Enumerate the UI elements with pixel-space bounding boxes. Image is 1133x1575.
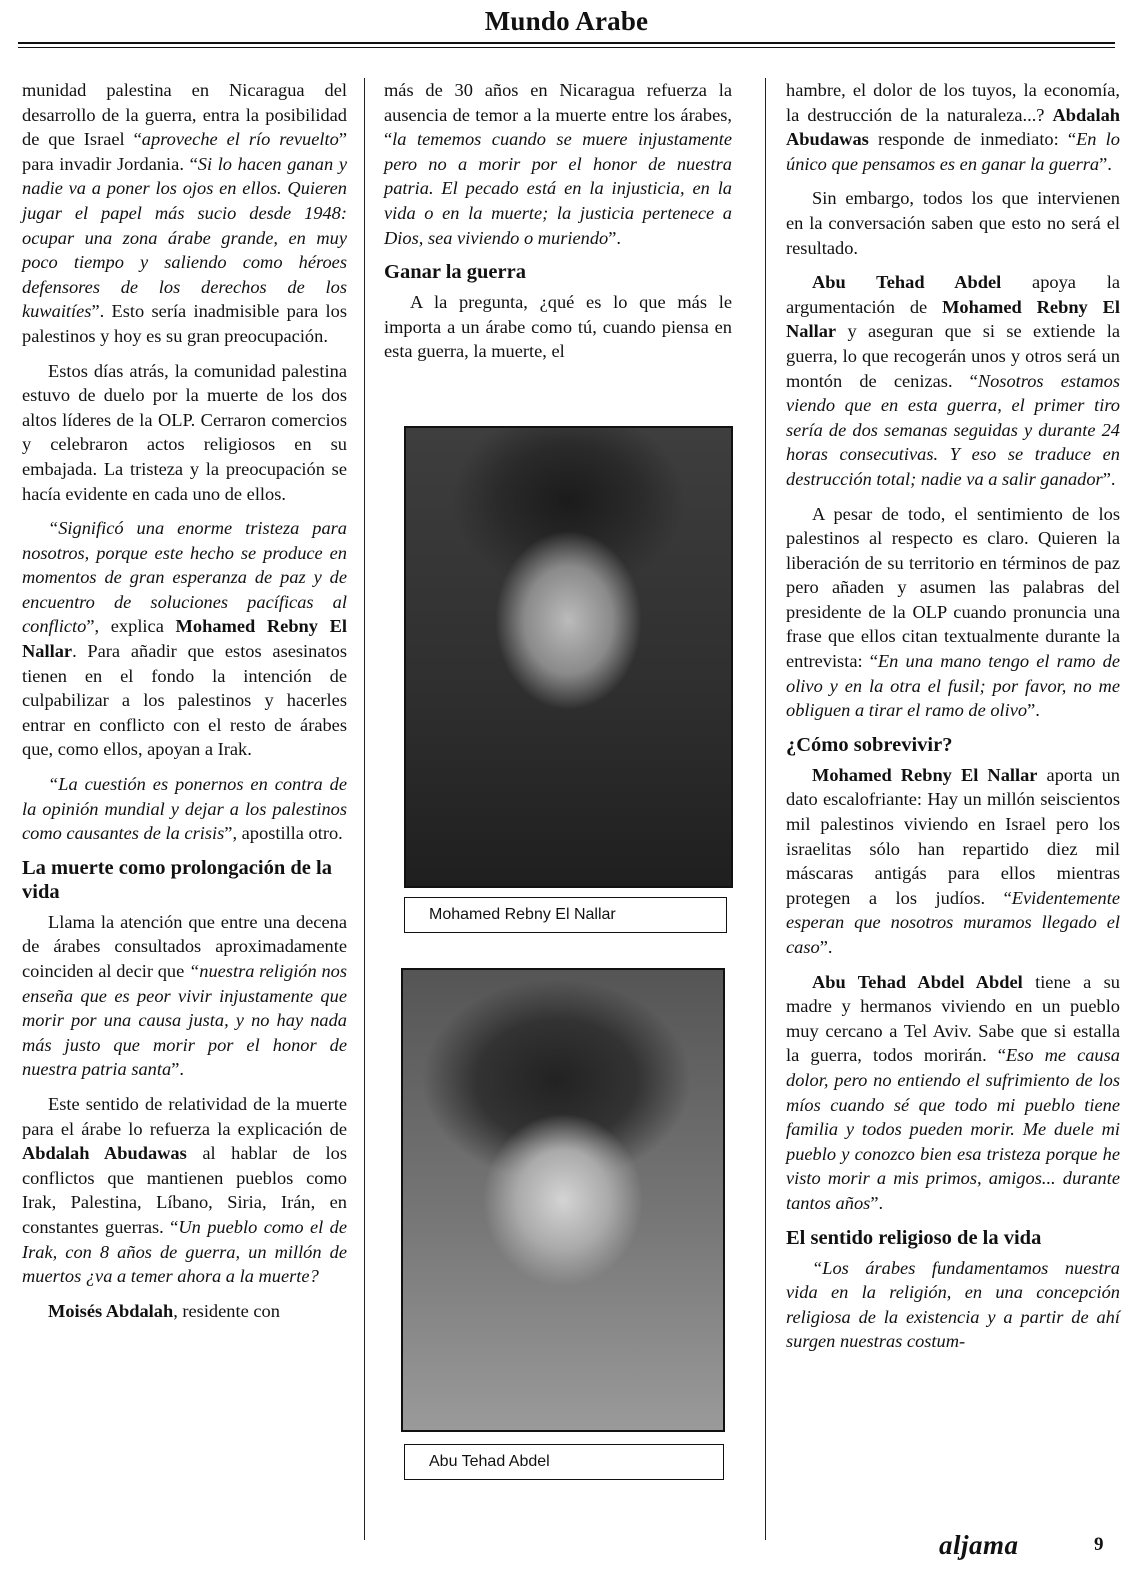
header-rule-thin [18, 47, 1115, 48]
header-rule [18, 42, 1115, 44]
paragraph: “Significó una enorme tristeza para nosotros, porque este hecho se produce en momentos de gran esperanza de paz y de encuentro de soluciones pacíficas al conflicto”, explica Mohamed Rebny El Nallar. Para añadir que estos asesinatos tienen en el fondo la intención de culpabilizar a los palestinos y hacerles entrar en conflicto con el resto de árabes que, como ellos, apoyan a Irak. [22, 518, 347, 760]
magazine-logo: aljama [939, 1530, 1019, 1560]
paragraph: Este sentido de relatividad de la muerte para el árabe lo refuerza la explicación de Abdalah Abudawas al hablar de los conflictos que mantienen pueblos como Irak, Palestina, Líbano, Siria, Irán, en constantes guerras. “Un pueblo como el de Irak, con 8 años de guerra, un millón de muertos ¿va a temer ahora a la muerte? [22, 1093, 348, 1287]
paragraph: “La cuestión es ponernos en contra de la opinión mundial y dejar a los palestinos como causantes de la crisis”, apostilla otro. [22, 774, 347, 844]
article-column-2 [384, 78, 732, 374]
subheading: El sentido religioso de la vida [786, 1226, 1042, 1249]
subheading: ¿Cómo sobrevivir? [786, 733, 953, 756]
article-column-3 [786, 78, 1120, 1364]
paragraph: más de 30 años en Nicaragua refuerza la ausencia de temor a la muerte entre los árabes, “la tememos cuando se muere injustamente pero no a morir por el honor de nuestra patria. El pecado está en la injusticia, en la vida o en la muerte; la justicia pertenece a Dios, sea viviendo o muriendo”. [384, 80, 732, 248]
paragraph: munidad palestina en Nicaragua del desarrollo de la guerra, entra la posibilidad de que Israel “aproveche el río revuelto” para invadir Jordania. “Si lo hacen ganan y nadie va a poner los ojos en ellos. Quieren jugar el papel más sucio desde 1948: ocupar una zona árabe grande, en muy poco tiempo y saliendo como héroes defensores de los derechos de los kuwaitíes”. Esto sería inadmisible para los palestinos y hoy es su gran preocupación. [22, 80, 347, 346]
paragraph: Moisés Abdalah, residente con [48, 1300, 280, 1321]
paragraph: Estos días atrás, la comunidad palestina estuvo de duelo por la muerte de los dos altos líderes de la OLP. Cerraron comercios y celebraron actos religiosos en su embajada. La tristeza y la preocupación se hacía evidente en cada uno de ellos. [22, 360, 347, 504]
paragraph: “Los árabes fundamentamos nuestra vida en la religión, en una concepción religiosa de la existencia y a partir de ahí surgen nuestras costum- [786, 1257, 1120, 1352]
portrait-photo-mohamed [404, 426, 733, 888]
page-header [18, 0, 1115, 50]
column-divider [364, 78, 365, 1540]
paragraph: Abu Tehad Abdel apoya la argumentación de Mohamed Rebny El Nallar y aseguran que si se extiende la guerra, lo que recogerán unos y otros será un montón de cenizas. “Nosotros estamos viendo que en esta guerra, el primer tiro sería de dos semanas seguidas y durante 24 horas consecutivas. Y eso se traduce en destrucción total; nadie va a salir ganador”. [786, 272, 1121, 489]
paragraph: Sin embargo, todos los que intervienen en la conversación saben que esto no será el resultado. [786, 188, 1120, 258]
photo-caption: Mohamed Rebny El Nallar [404, 897, 727, 933]
subheading: Ganar la guerra [384, 261, 526, 284]
paragraph: Mohamed Rebny El Nallar aporta un dato escalofriante: Hay un millón seiscientos mil palestinos viviendo en Israel pero los israelitas sólo han repartido diez mil máscaras antigás para ellos mientras protegen a los judíos. “Evidentemente esperan que nosotros muramos llegado el caso”. [786, 764, 1120, 957]
paragraph: Abu Tehad Abdel Abdel tiene a su madre y hermanos viviendo en un pueblo muy cercano a Tel Aviv. Sabe que si estalla la guerra, todos morirán. “Eso me causa dolor, pero no entiendo el sufrimiento de los míos cuando sé que todo mi pueblo tiene familia y todos pueden morir. Me duele mi pueblo y conozco bien esa tristeza porque he visto morir a mis primos, amigos... durante tantos años”. [786, 971, 1120, 1213]
article-column-1 [22, 78, 347, 1333]
column-divider [765, 78, 766, 1540]
subheading: La muerte como prolongación de la vida [22, 856, 332, 903]
paragraph: A pesar de todo, el sentimiento de los palestinos al respecto es claro. Quieren la liberación de su territorio en términos de paz pero añaden y asumen las palabras del presidente de la OLP cuando pronuncia una frase que ellos citan textualmente durante la entrevista: “En una mano tengo el ramo de olivo y en la otra el fusil; por favor, no me obliguen a tirar el ramo de olivo”. [786, 503, 1121, 721]
photo-caption: Abu Tehad Abdel [404, 1444, 724, 1480]
paragraph: hambre, el dolor de los tuyos, la economía, la destrucción de la naturaleza...? Abdalah Abudawas responde de inmediato: “En lo único que pensamos es en ganar la guerra”. [786, 80, 1120, 174]
paragraph: A la pregunta, ¿qué es lo que más le importa a un árabe como tú, cuando piensa en esta guerra, la muerte, el [384, 292, 732, 362]
page-number: 9 [1094, 1534, 1104, 1555]
portrait-photo-abu [401, 968, 725, 1432]
paragraph: Llama la atención que entre una decena de árabes consultados aproximadamente coinciden al decir que “nuestra religión nos enseña que es peor vivir injustamente que morir por una causa justa, y no hay nada más justo que morir por el honor de nuestra patria santa”. [22, 911, 347, 1080]
section-title: Mundo Arabe [484, 6, 649, 36]
